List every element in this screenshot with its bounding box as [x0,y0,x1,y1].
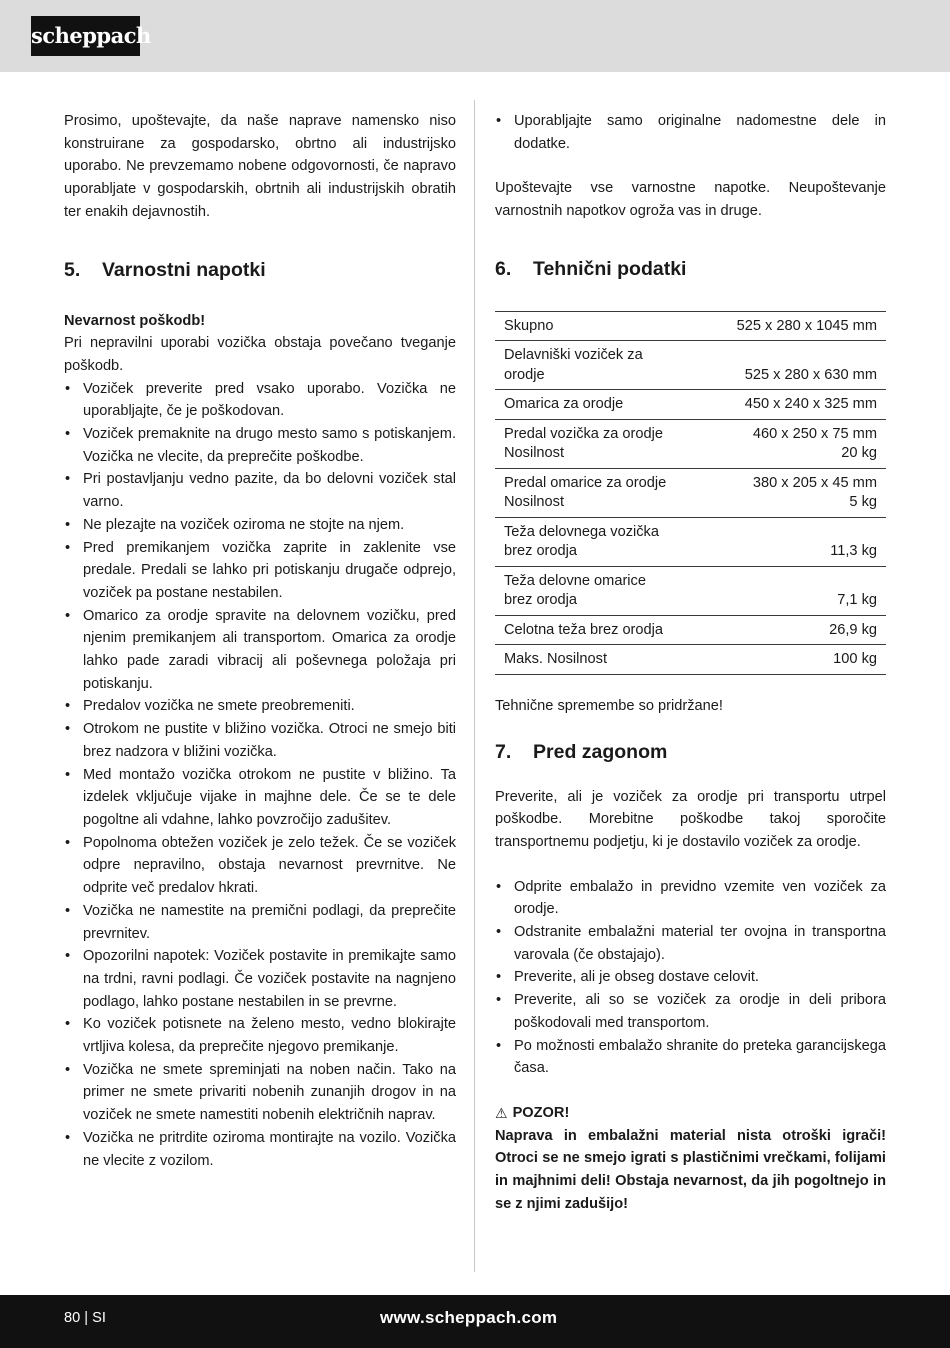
spec-value-cell [705,566,886,615]
spec-value: 525 x 280 x 1045 mm [736,317,877,334]
spec-value: 460 x 250 x 75 mm [752,425,877,442]
section-6-heading [495,257,886,281]
safety-note: Upoštevajte vse varnostne napotke. Neupoštevanje varnostnih napotkov ogroža vas in druge. [495,180,886,220]
list-item: • Voziček preverite pred vsako uporabo. Vozička ne uporabljajte, če je poškodovan. [64,378,456,423]
section-6-title: Tehnični podatki [533,257,687,280]
spec-value-cell [705,341,886,390]
spec-value-cell [705,390,886,420]
spec-label-cell [495,390,705,420]
spec-label: Maks. Nosilnost [504,651,607,668]
spec-value: 11,3 kg [830,543,877,560]
spec-label: brez orodja [504,592,578,609]
list-item: • Pred premikanjem vozička zaprite in zaklenite vse predale. Predali se lahko pri potiskanju drugače odprejo, voziček pa postane nestabilen. [64,537,456,605]
list-item: • Voziček premaknite na drugo mesto samo s potiskanjem. Vozička ne vlecite, da preprečite poškodbe. [64,423,456,468]
list-item: • Popolnoma obtežen voziček je zelo težek. Če se voziček odpre nepravilno, obstaja nevarnost prevrnitve. Ne odprite več predalov hkrati. [64,832,456,900]
spec-value-cell [705,419,886,468]
spec-label: Nosilnost [504,445,565,462]
list-item: • Pri postavljanju vedno pazite, da bo delovni voziček stal varno. [64,468,456,513]
section-5-title: Varnostni napotki [102,258,266,281]
list-item: • Predalov vozička ne smete preobremeniti. [64,695,456,718]
table-row [495,645,886,675]
list-item: • Odstranite embalažni material ter ovojna in transportna varovala (če obstajajo). [495,921,886,966]
list-item: • Ne plezajte na voziček oziroma ne stojte na njem. [64,514,456,537]
table-row [495,468,886,517]
technical-changes-note: Tehnične spremembe so pridržane! [495,697,723,714]
spec-label-cell [495,615,705,645]
list-item: • Preverite, ali je obseg dostave celovit. [495,966,886,989]
spec-label-cell [495,566,705,615]
list-item: • Otrokom ne pustite v bližino vozička. Otroci ne smejo biti brez nadzora v bližini vozička. [64,718,456,763]
spec-value: 525 x 280 x 630 mm [744,366,877,383]
technical-data-table [495,311,886,675]
warning-title: POZOR! [512,1104,570,1121]
parts-bullet-list [495,110,886,155]
spec-value: 20 kg [841,445,877,462]
list-item: • Po možnosti embalažo shranite do preteka garancijskega časa. [495,1035,886,1080]
spec-label-cell [495,341,705,390]
spec-label: brez orodja [504,543,578,560]
table-row [495,311,886,341]
warning-text: Naprava in embalažni material nista otroški igrači! Otroci se ne smejo igrati s plastičnimi vrečkami, folijami in majhnimi deli! Obstaja nevarnost, da jih pogoltnejo in se z njimi zadušijo! [495,1127,886,1212]
table-row [495,390,886,420]
section-5-number: 5. [64,258,81,281]
danger-title: Nevarnost poškodb! [64,312,206,329]
list-item: • Ko voziček potisnete na želeno mesto, vedno blokirajte vrtljiva kolesa, da preprečite njegovo premikanje. [64,1013,456,1058]
table-row [495,566,886,615]
table-row [495,615,886,645]
table-row [495,341,886,390]
spec-label: Predal vozička za orodje [504,425,663,442]
warning-triangle-icon: ⚠ [495,1104,508,1121]
warning-heading [495,1102,886,1125]
spec-label: Teža delovne omarice [504,572,646,589]
spec-value: 7,1 kg [837,592,877,609]
list-item: • Uporabljajte samo originalne nadomestne dele in dodatke. [495,110,886,155]
intro-paragraph: Prosimo, upoštevajte, da naše naprave namensko niso konstruirane za gospodarsko, obrtno ali industrijsko uporabo. Ne prevzemamo nobene odgovornosti, če napravo uporabljate v gospodarskih, obrtnih ali industrijskih obratih ter enakih dejavnostih. [64,113,456,220]
list-item: • Vozička ne namestite na premični podlagi, da preprečite prevrnitev. [64,900,456,945]
spec-label-cell [495,468,705,517]
spec-label: Omarica za orodje [504,396,624,413]
list-item: • Odprite embalažo in previdno vzemite ven voziček za orodje. [495,876,886,921]
spec-label: Predal omarice za orodje [504,474,667,491]
section-6-number: 6. [495,257,512,280]
spec-value-cell [705,517,886,566]
spec-value: 100 kg [833,651,877,668]
danger-text: Pri nepravilni uporabi vozička obstaja povečano tveganje poškodb. [64,335,456,374]
safety-bullet-list [64,378,456,1173]
unpacking-bullet-list [495,876,886,1080]
spec-label-cell [495,517,705,566]
spec-value-cell [705,468,886,517]
right-column [495,110,886,1215]
scheppach-logo: scheppach [31,16,140,56]
list-item: • Med montažo vozička otrokom ne pustite v bližino. Ta izdelek vključuje vijake in majhne dele. Če se te dele pogoltne ali vdahne, lahko povzročijo zadušitev. [64,764,456,832]
spec-label: Teža delovnega vozička [504,523,659,540]
list-item: • Omarico za orodje spravite na delovnem vozičku, pred njenim premikanjem ali transportom. Omarica za orodje lahko pade zaradi vibracij ali poševnega položaja pri potiskanju. [64,605,456,696]
list-item: • Opozorilni napotek: Voziček postavite in premikajte samo na trdni, ravni podlagi. Če voziček postavite na nagnjeno podlago, lahko postane nestabilen in se prevrne. [64,945,456,1013]
spec-value-cell [705,311,886,341]
spec-label: orodje [504,366,545,383]
section-5-heading [64,258,456,282]
spec-value: 26,9 kg [829,621,877,638]
spec-label-cell [495,645,705,675]
spec-value: 450 x 240 x 325 mm [744,396,877,413]
table-row [495,517,886,566]
page-number: 80 | SI [64,1310,106,1326]
spec-label-cell [495,419,705,468]
list-item: • Preverite, ali so se voziček za orodje in deli pribora poškodovali med transportom. [495,989,886,1034]
list-item: • Vozička ne smete spreminjati na noben način. Tako na primer ne smete privariti nobenih zunanjih drogov in na voziček ne smete namestiti nobenih električnih naprav. [64,1059,456,1127]
transport-check-paragraph: Preverite, ali je voziček za orodje pri transportu utrpel poškodbe. Morebitne poškodbe takoj sporočite transportnemu podjetju, ki je dostavilo voziček za orodje. [495,788,886,850]
spec-value-cell [705,645,886,675]
table-row [495,419,886,468]
website-link[interactable]: www.scheppach.com [380,1308,558,1327]
spec-value-cell [705,615,886,645]
spec-label: Skupno [504,317,554,334]
spec-value: 5 kg [849,494,877,511]
spec-label: Delavniški voziček za [504,347,643,364]
spec-label-cell [495,311,705,341]
spec-label: Celotna teža brez orodja [504,621,664,638]
section-7-heading [495,740,886,764]
section-7-title: Pred zagonom [533,740,668,763]
page-footer [0,1295,950,1348]
spec-label: Nosilnost [504,494,565,511]
column-divider [474,100,475,1272]
left-column [64,110,456,1172]
spec-value: 380 x 205 x 45 mm [752,474,877,491]
page-header [0,0,950,72]
list-item: • Vozička ne pritrdite oziroma montirajte na vozilo. Vozička ne vlecite z vozilom. [64,1127,456,1172]
section-7-number: 7. [495,740,512,763]
